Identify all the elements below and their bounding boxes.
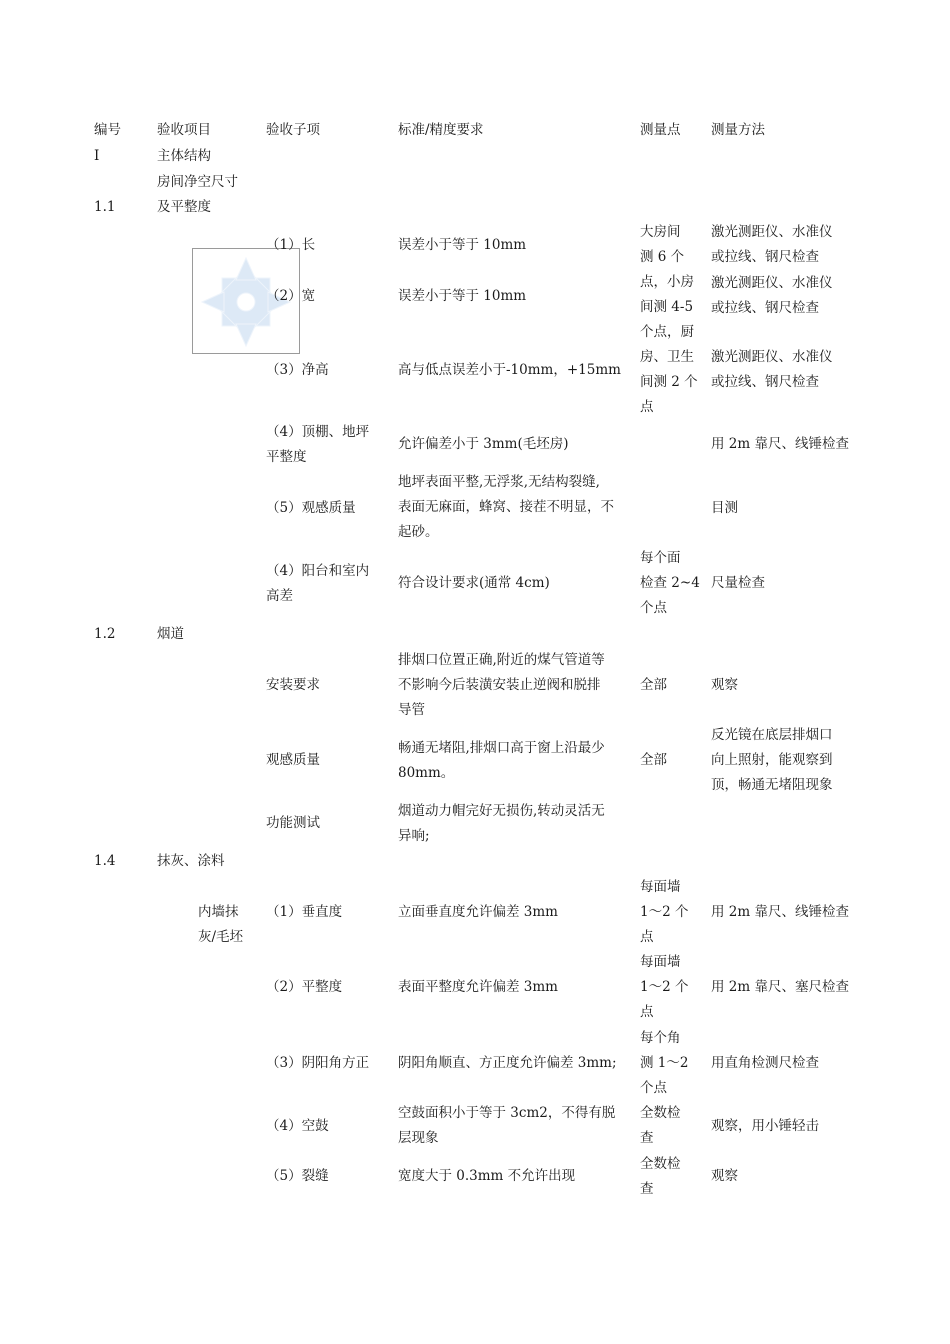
row-1-4-3-method: 用直角检测尺检查: [711, 1055, 819, 1071]
row-1-1-6-method: 尺量检查: [711, 575, 765, 591]
row-1-4-4-std-l2: 层现象: [398, 1130, 439, 1146]
row-1-4-5-method: 观察: [711, 1168, 738, 1184]
row-1-4-4-std-l1: 空鼓面积小于等于 3cm2，不得有脱: [398, 1105, 616, 1121]
points-shared-l8: 点: [640, 399, 654, 415]
row-1-4-1-sub: （1）垂直度: [266, 904, 343, 920]
row-1-1-6-points-l1: 每个面: [640, 550, 681, 566]
row-1-2-2-points: 全部: [640, 752, 667, 768]
row-1-1-5-std-l3: 起砂。: [398, 524, 439, 540]
points-shared-l7: 间测 2 个: [640, 374, 698, 390]
row-1-1-6-points-l2: 检查 2~4: [640, 575, 700, 591]
points-shared-l2: 测 6 个: [640, 249, 685, 265]
sec-1-4-subgroup-l2: 灰/毛坯: [198, 929, 244, 945]
row-1-2-2-method-l2: 向上照射，能观察到: [711, 752, 833, 768]
row-1-1-6-std: 符合设计要求(通常 4cm): [398, 575, 550, 591]
row-1-4-5-points-l2: 查: [640, 1181, 654, 1197]
row-1-1-3-sub: （3）净高: [266, 362, 329, 378]
row-1-2-1-std-l1: 排烟口位置正确,附近的煤气管道等: [398, 652, 605, 668]
points-shared-l5: 个点，厨: [640, 324, 694, 340]
row-1-4-5-std: 宽度大于 0.3mm 不允许出现: [398, 1168, 576, 1184]
row-1-1-6-sub-l2: 高差: [266, 588, 293, 604]
row-1-4-1-method: 用 2m 靠尺、线锤检查: [711, 904, 849, 920]
points-shared-l1: 大房间: [640, 224, 681, 240]
row-1-4-4-method: 观察，用小锤轻击: [711, 1118, 819, 1134]
row-1-1-5-std-l2: 表面无麻面，蜂窝、接茬不明显，不: [398, 499, 614, 515]
row-1-1-1-method-l1: 激光测距仪、水准仪: [711, 224, 833, 240]
header-no: 编号: [94, 122, 121, 138]
points-shared-l4: 间测 4-5: [640, 299, 694, 315]
row-1-4-5-points-l1: 全数检: [640, 1156, 681, 1172]
row-1-2-2-method-l3: 顶，畅通无堵阻现象: [711, 777, 833, 793]
row-1-2-1-sub: 安装要求: [266, 677, 320, 693]
row-1-4-1-points-l1: 每面墙: [640, 879, 681, 895]
sec-1-4-item: 抹灰、涂料: [157, 853, 225, 869]
row-1-1-2-method-l2: 或拉线、钢尺检查: [711, 300, 819, 316]
row-1-1-1-std: 误差小于等于 10mm: [398, 237, 527, 253]
row-1-2-2-std-l1: 畅通无堵阻,排烟口高于窗上沿最少: [398, 740, 605, 756]
row-1-4-2-points-l1: 每面墙: [640, 954, 681, 970]
row-1-2-3-std-l2: 异响;: [398, 828, 430, 844]
row-1-2-2-method-l1: 反光镜在底层排烟口: [711, 727, 833, 743]
sec-1-4-no: 1.4: [94, 853, 116, 869]
points-shared-l6: 房、卫生: [640, 349, 694, 365]
row-1-4-1-points-l2: 1～2 个: [640, 904, 689, 920]
sec-1-2-item: 烟道: [157, 626, 184, 642]
row-1-1-3-method-l2: 或拉线、钢尺检查: [711, 374, 819, 390]
sec-1-1-no: 1.1: [94, 199, 116, 215]
sec-1-1-item-line2: 及平整度: [157, 199, 211, 215]
row-1-4-2-sub: （2）平整度: [266, 979, 343, 995]
row-1-4-1-std: 立面垂直度允许偏差 3mm: [398, 904, 558, 920]
row-1-1-4-sub-l1: （4）顶棚、地坪: [266, 424, 370, 440]
row-1-2-1-points: 全部: [640, 677, 667, 693]
row-1-4-4-points-l2: 查: [640, 1130, 654, 1146]
row-1-2-1-method: 观察: [711, 677, 738, 693]
row-1-4-3-points-l3: 个点: [640, 1080, 667, 1096]
header-standard: 标准/精度要求: [398, 122, 484, 138]
row-1-1-2-std: 误差小于等于 10mm: [398, 288, 527, 304]
row-1-1-1-method-l2: 或拉线、钢尺检查: [711, 249, 819, 265]
header-item: 验收项目: [157, 122, 211, 138]
row-1-2-3-sub: 功能测试: [266, 815, 320, 831]
row-1-4-2-method: 用 2m 靠尺、塞尺检查: [711, 979, 849, 995]
header-points: 测量点: [640, 122, 681, 138]
row-1-1-5-method: 目测: [711, 500, 738, 516]
row-1-1-3-method-l1: 激光测距仪、水准仪: [711, 349, 833, 365]
section-i-no: I: [94, 148, 100, 164]
row-1-1-3-std: 高与低点误差小于-10mm，+15mm: [398, 362, 621, 378]
row-1-1-1-sub: （1）长: [266, 237, 316, 253]
row-1-2-3-std-l1: 烟道动力帽完好无损伤,转动灵活无: [398, 803, 605, 819]
row-1-1-4-method: 用 2m 靠尺、线锤检查: [711, 436, 849, 452]
row-1-2-1-std-l3: 导管: [398, 702, 425, 718]
row-1-4-4-points-l1: 全数检: [640, 1105, 681, 1121]
row-1-1-6-points-l3: 个点: [640, 600, 667, 616]
row-1-2-1-std-l2: 不影响今后装潢安装止逆阀和脱排: [398, 677, 601, 693]
row-1-4-3-sub: （3）阴阳角方正: [266, 1055, 370, 1071]
row-1-1-4-sub-l2: 平整度: [266, 449, 307, 465]
row-1-4-3-std: 阴阳角顺直、方正度允许偏差 3mm;: [398, 1055, 617, 1071]
row-1-4-5-sub: （5）裂缝: [266, 1168, 329, 1184]
row-1-4-3-points-l2: 测 1～2: [640, 1055, 689, 1071]
row-1-4-2-points-l3: 点: [640, 1004, 654, 1020]
sec-1-2-no: 1.2: [94, 626, 116, 642]
row-1-1-2-method-l1: 激光测距仪、水准仪: [711, 275, 833, 291]
section-i-item: 主体结构: [157, 148, 211, 164]
row-1-4-2-std: 表面平整度允许偏差 3mm: [398, 979, 558, 995]
row-1-4-2-points-l2: 1～2 个: [640, 979, 689, 995]
row-1-1-4-std: 允许偏差小于 3mm(毛坯房): [398, 436, 569, 452]
row-1-4-3-points-l1: 每个角: [640, 1030, 681, 1046]
header-sub: 验收子项: [266, 122, 320, 138]
sec-1-4-subgroup-l1: 内墙抹: [198, 904, 239, 920]
points-shared-l3: 点，小房: [640, 274, 694, 290]
row-1-1-6-sub-l1: （4）阳台和室内: [266, 563, 370, 579]
row-1-2-2-sub: 观感质量: [266, 752, 320, 768]
row-1-1-5-sub: （5）观感质量: [266, 500, 356, 516]
row-1-2-2-std-l2: 80mm。: [398, 765, 455, 781]
header-method: 测量方法: [711, 122, 765, 138]
row-1-4-1-points-l3: 点: [640, 929, 654, 945]
row-1-1-2-sub: （2）宽: [266, 288, 316, 304]
row-1-4-4-sub: （4）空鼓: [266, 1118, 329, 1134]
row-1-1-5-std-l1: 地坪表面平整,无浮浆,无结构裂缝,: [398, 474, 600, 490]
sec-1-1-item-line1: 房间净空尺寸: [157, 174, 238, 190]
